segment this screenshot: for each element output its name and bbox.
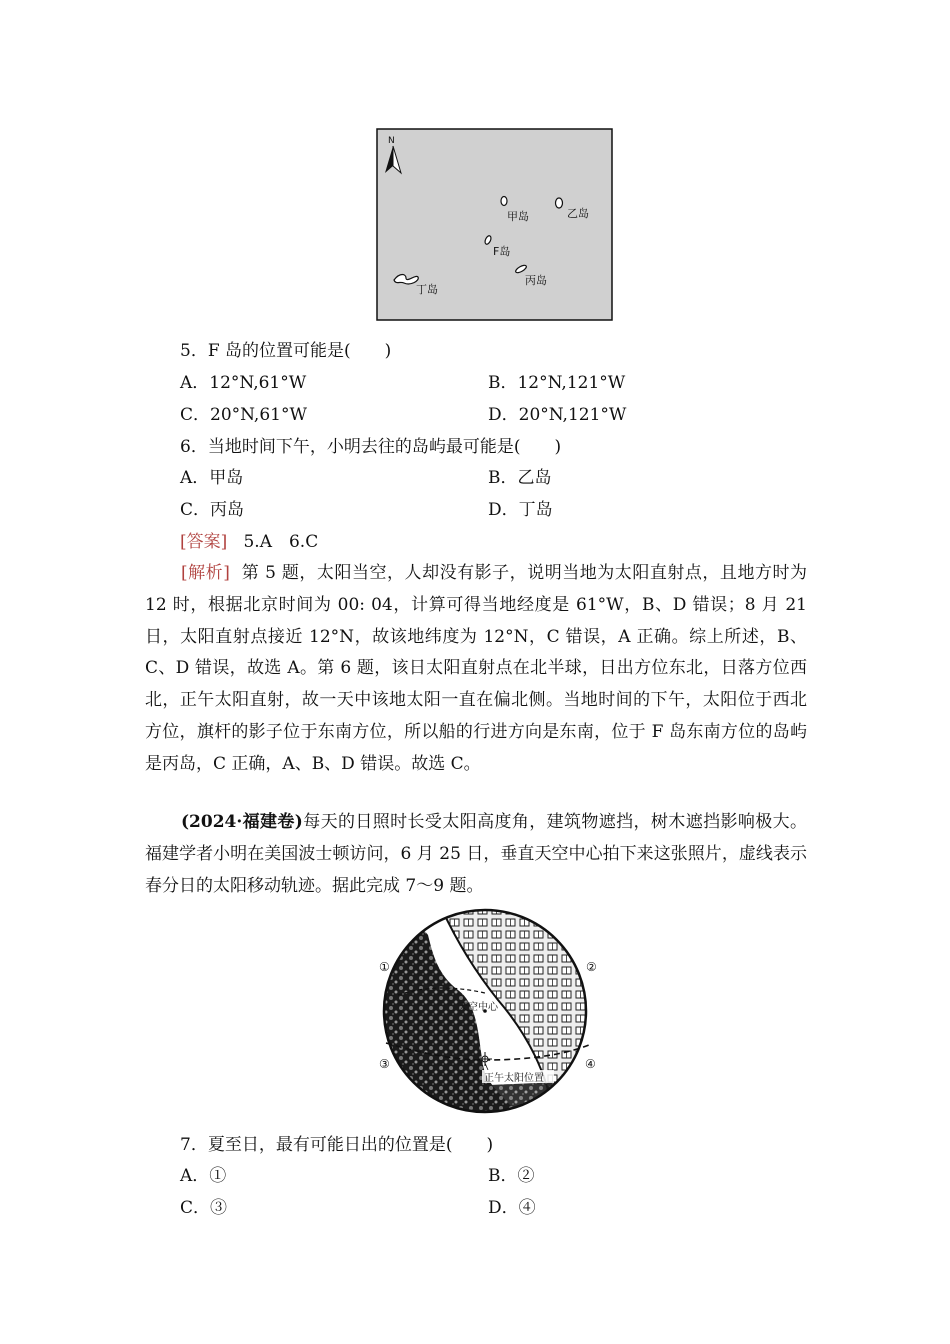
question-7-stem: 7．夏至日，最有可能日出的位置是( ) [180, 1135, 494, 1155]
noon-sun-label: 正午太阳位置 [484, 1073, 544, 1084]
answer-tag: [答案] [180, 532, 228, 552]
q6-option-c: C．丙岛 [180, 500, 245, 520]
north-label: N [388, 136, 395, 146]
q7-option-c: C．③ [180, 1198, 228, 1218]
island-bing-label: 丙岛 [525, 274, 547, 287]
island-yi-label: 乙岛 [567, 207, 589, 220]
q6-option-d: D．丁岛 [488, 500, 553, 520]
island-ding-label: 丁岛 [416, 283, 438, 296]
marker-2: ② [586, 960, 597, 974]
q5-option-d: D．20°N,121°W [488, 405, 627, 425]
marker-4: ④ [585, 1057, 596, 1071]
intro-paragraph [145, 807, 807, 902]
marker-1: ① [379, 960, 390, 974]
q7-option-d: D．④ [488, 1198, 536, 1218]
q7-option-a: A．① [180, 1166, 227, 1186]
analysis-paragraph [145, 558, 807, 781]
sky-center-label: 天空中心 [458, 1002, 498, 1013]
analysis-tag: [解析] [181, 563, 230, 583]
intro-source: (2024·福建卷) [181, 812, 303, 832]
answer-line [180, 532, 318, 552]
answer-text: 5.A 6.C [243, 532, 319, 552]
q5-option-a: A．12°N,61°W [180, 373, 307, 393]
question-5-stem: 5．F 岛的位置可能是( ) [180, 341, 392, 361]
q6-option-b: B．乙岛 [488, 468, 552, 488]
q5-option-c: C．20°N,61°W [180, 405, 307, 425]
analysis-text: 第 5 题，太阳当空，人却没有影子，说明当地为太阳直射点，且地方时为 12 时，根据北京时间为 00: 04，计算可得当地经度是 61°W，B、D 错误；8 月 21 日，太阳直射点接近 12°N，故该地纬度为 12°N，C 错误，A 正确。综上所述，B、C、D 错误，故选 A。第 6 题，该日太阳直射点在北半球，日出方位东北，日落方位西北，正午太阳直射，故一天中该地太阳一直在偏北侧。当地时间的下午，太阳位于西北方位，旗杆的影子位于东南方位，所以船的行进方向是东南，位于 F 岛东南方位的岛屿是丙岛，C 正确，A、B、D 错误。故选 C。 [145, 563, 808, 774]
q6-option-a: A．甲岛 [180, 468, 244, 488]
island-f-label: F岛 [493, 245, 511, 258]
island-jia-label: 甲岛 [507, 210, 529, 223]
sky-photo-figure [378, 905, 602, 1115]
marker-3: ③ [379, 1057, 390, 1071]
q7-option-b: B．② [488, 1166, 535, 1186]
question-6-stem: 6．当地时间下午，小明去往的岛屿最可能是( ) [180, 437, 562, 457]
intro-text: 每天的日照时长受太阳高度角，建筑物遮挡，树木遮挡影响极大。福建学者小明在美国波士顿访问，6 月 25 日，垂直天空中心拍下来这张照片，虚线表示春分日的太阳移动轨迹。据此完成 7～9 题。 [145, 812, 807, 896]
q5-option-b: B．12°N,121°W [488, 373, 626, 393]
island-map [376, 128, 614, 322]
